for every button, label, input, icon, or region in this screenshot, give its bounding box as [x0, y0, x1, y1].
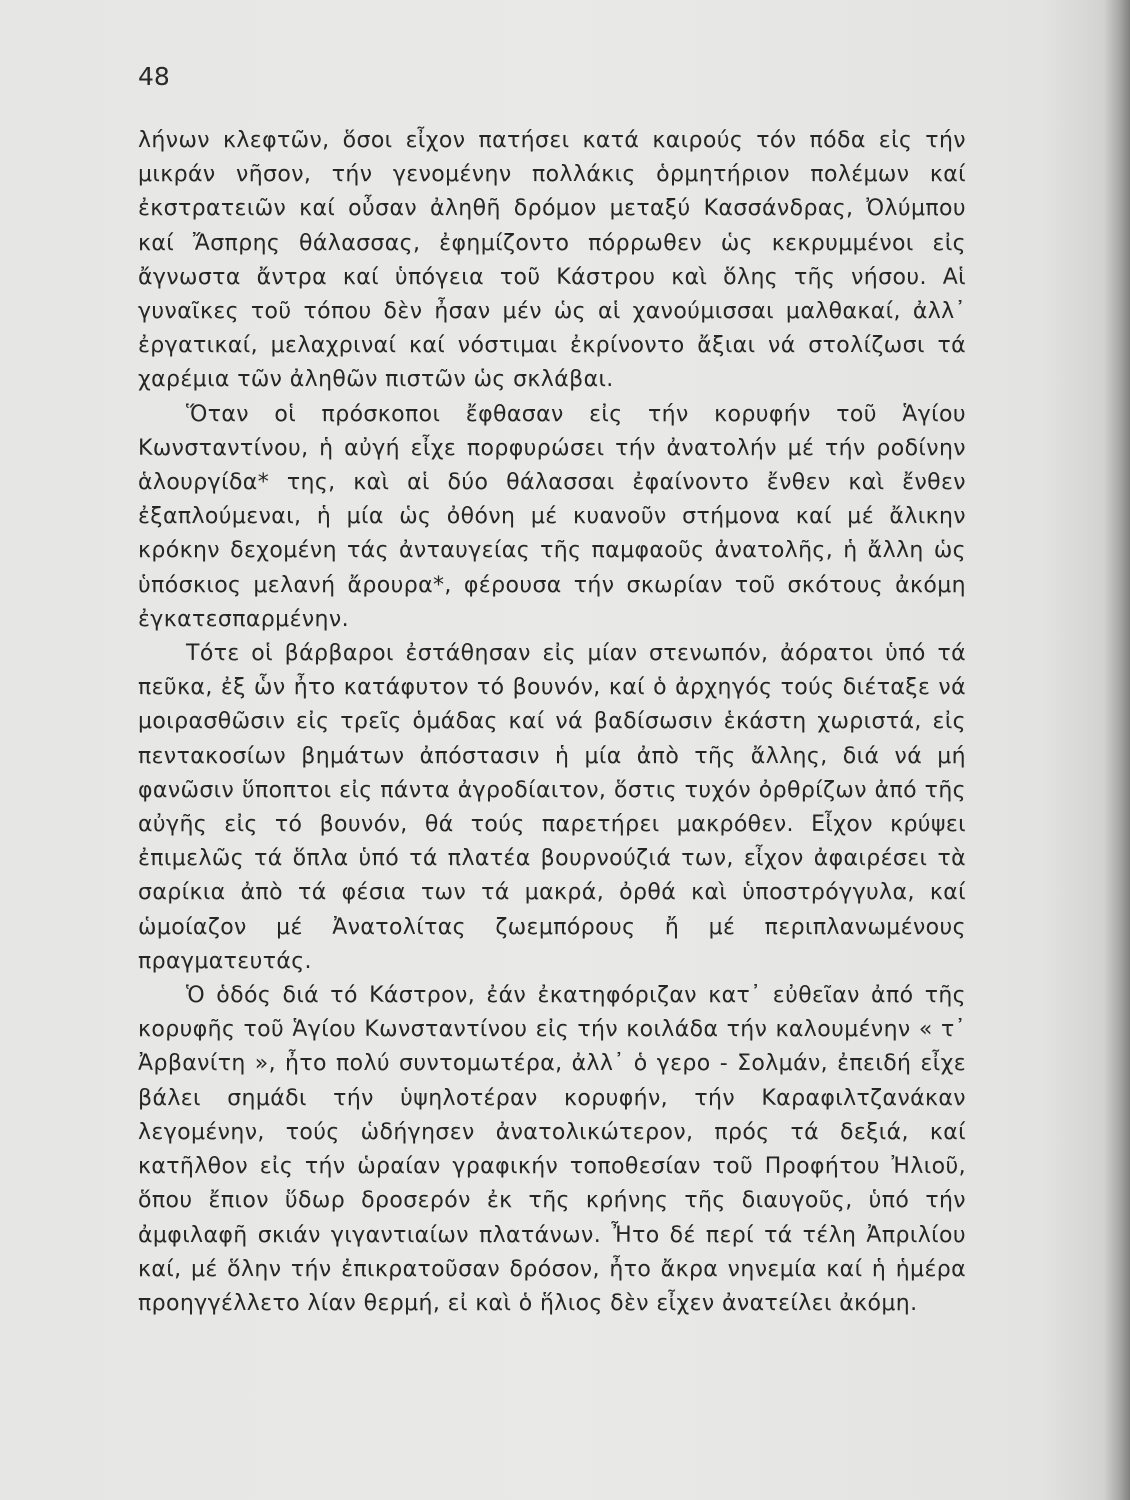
- page-number: 48: [138, 62, 170, 91]
- page-edge-shadow: [1104, 0, 1130, 1500]
- paragraph-2: Ὅταν οἱ πρόσκοποι ἔφθασαν εἰς τήν κορυφήν τοῦ Ἁγίου Κωνσταντίνου, ἡ αὐγή εἶχε πορφυρώσει τήν ἀνατολήν μέ τήν ροδίνην ἁλουργίδα* της, καὶ αἱ δύο θάλασσαι ἐφαίνοντο ἔνθεν καὶ ἔνθεν ἐξαπλούμεναι, ἡ μία ὡς ὀθόνη μέ κυανοῦν στήμονα καί μέ ἄλικην κρόκην δεχομένη τάς ἀνταυγείας τῆς παμφαοῦς ἀνατολῆς, ἡ ἄλλη ὡς ὑπόσκιος μελανή ἄρουρα*, φέρουσα τήν σκωρίαν τοῦ σκότους ἀκόμη ἐγκατεσπαρμένην.: [138, 401, 966, 632]
- body-text: [138, 124, 966, 1321]
- paragraph-3: Τότε οἱ βάρβαροι ἐστάθησαν εἰς μίαν στενωπόν, ἀόρατοι ὑπό τά πεῦκα, ἐξ ὧν ἦτο κατάφυτον τό βουνόν, καί ὁ ἀρχηγός τούς διέταξε νά μοιρασθῶσιν εἰς τρεῖς ὁμάδας καί νά βαδίσωσιν ἑκάστη χωριστά, εἰς πεντακοσίων βημάτων ἀπόστασιν ἡ μία ἀπὸ τῆς ἄλλης, διά νά μή φανῶσιν ὕποπτοι εἰς πάντα ἀγροδίαιτον, ὅστις τυχόν ὀρθρίζων ἀπό τῆς αὐγῆς εἰς τό βουνόν, θά τούς παρετήρει μακρόθεν. Εἶχον κρύψει ἐπιμελῶς τά ὅπλα ὑπό τά πλατέα βουρνούζιά των, εἶχον ἀφαιρέσει τὰ σαρίκια ἀπὸ τά φέσια των τά μακρά, ὀρθά καὶ ὑποστρόγγυλα, καί ὡμοίαζον μέ Ἀνατολίτας ζωεμπόρους ἤ μέ περιπλανωμένους πραγματευτάς.: [138, 641, 966, 974]
- paragraph-4: Ὁ ὁδός διά τό Κάστρον, ἐάν ἐκατηφόριζαν κατ᾽ εὐθεῖαν ἀπό τῆς κορυφῆς τοῦ Ἁγίου Κωνσταντίνου εἰς τήν κοιλάδα τήν καλουμένην « τ᾽ Ἀρβανίτη », ἦτο πολύ συντομωτέρα, ἀλλ᾽ ὁ γερο - Σολμάν, ἐπειδή εἶχε βάλει σημάδι τήν ὑψηλοτέραν κορυφήν, τήν Καραφιλτζανάκαν λεγομένην, τούς ὡδήγησεν ἀνατολικώτερον, πρός τά δεξιά, καί κατῆλθον εἰς τήν ὡραίαν γραφικήν τοποθεσίαν τοῦ Προφήτου Ἠλιοῦ, ὅπου ἔπιον ὕδωρ δροσερόν ἐκ τῆς κρήνης τῆς διαυγοῦς, ὑπό τήν ἀμφιλαφῆ σκιάν γιγαντιαίων πλατάνων. Ἦτο δέ περί τά τέλη Ἀπριλίου καί, μέ ὅλην τήν ἐπικρατοῦσαν δρόσον, ἦτο ἄκρα νηνεμία καί ἡ ἡμέρα προηγγέλλετο λίαν θερμή, εἰ καὶ ὁ ἥλιος δὲν εἶχεν ἀνατείλει ἀκόμη.: [138, 983, 966, 1316]
- paragraph-1: λήνων κλεφτῶν, ὅσοι εἶχον πατήσει κατά καιρούς τόν πόδα εἰς τήν μικράν νῆσον, τήν γενομένην πολλάκις ὁρμητήριον πολέμων καί ἐκστρατειῶν καί οὖσαν ἀληθῆ δρόμον μεταξύ Κασσάνδρας, Ὀλύμπου καί Ἄσπρης θάλασσας, ἐφημίζοντο πόρρωθεν ὡς κεκρυμμένοι εἰς ἄγνωστα ἄντρα καί ὑπόγεια τοῦ Κάστρου καὶ ὅλης τῆς νήσου. Αἱ γυναῖκες τοῦ τόπου δὲν ἦσαν μέν ὡς αἱ χανούμισσαι μαλθακαί, ἀλλ᾽ ἐργατικαί, μελαχριναί καί νόστιμαι ἐκρίνοντο ἄξιαι νά στολίζωσι τά χαρέμια τῶν ἀληθῶν πιστῶν ὡς σκλάβαι.: [138, 128, 966, 393]
